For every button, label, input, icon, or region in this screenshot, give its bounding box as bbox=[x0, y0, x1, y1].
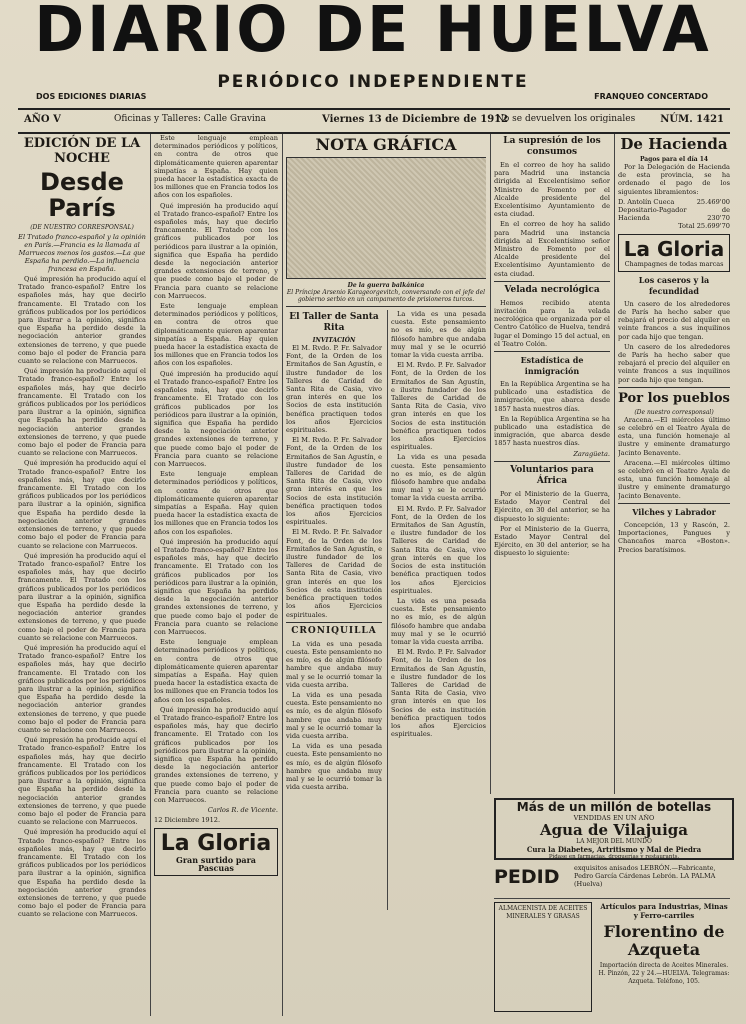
hacienda-row-2: Depositario-Pagador de Hacienda 230'70 bbox=[618, 206, 730, 223]
croniquilla-body: La vida es una pesada cuesta. Este pensamiento no es mío, es de algún filósofo hambre que andaba muy mal y se le ocurrió tomar la vida cuesta arriba. bbox=[286, 639, 382, 689]
column-divider bbox=[282, 134, 283, 1016]
croniquilla-body-2: La vida es una pesada cuesta. Este pensamiento no es mío, es de algún filósofo hambre que andaba muy mal y se le ocurrió tomar la vida cuesta arriba. bbox=[286, 690, 382, 740]
vilajuiga-line-3: Agua de Vilajuiga bbox=[540, 821, 688, 839]
edition-heading: EDICIÓN DE LA NOCHE bbox=[23, 136, 141, 166]
newspaper-title: DIARIO DE HUELVA bbox=[34, 0, 712, 67]
article-body-continued-4: Qué impresión ha producido aquí el Tratado franco-español? Entre los españoles más, hay que decirlo francamente. El Tratado con los gráficos publicados por los periódicos para ilustrar a la opinión, significa que España ha perdido desde la negociación anterior grandes extensiones de terreno, y que puede como bajo el poder de Francia para cuanto se relacione con Marruecos. bbox=[18, 643, 146, 734]
article-body-continued: Qué impresión ha producido aquí el Tratado franco-español? Entre los españoles más, hay que decirlo francamente. El Tratado con los gráficos publicados por los periódicos para ilustrar a la opinión, significa que España ha perdido desde la negociación anterior grandes extensiones de terreno, y que puede como bajo el poder de Francia para cuanto se relacione con Marruecos. bbox=[154, 201, 278, 300]
article-date: 12 Diciembre 1912. bbox=[154, 816, 221, 825]
consumos-headline: La supresión de los consumos bbox=[503, 136, 601, 157]
article-body-continued-5: Qué impresión ha producido aquí el Tratado franco-español? Entre los españoles más, hay que decirlo francamente. El Tratado con los gráficos publicados por los periódicos para ilustrar a la opinión, significa que España ha perdido desde la negociación anterior grandes extensiones de terreno, y que puede como bajo el poder de Francia para cuanto se relacione con Marruecos. bbox=[18, 736, 146, 827]
gloria-title: La Gloria bbox=[623, 236, 725, 261]
santa-rita-body-2: El M. Rvdo. P. Fr. Salvador Font, de la Orden de los Ermitaños de San Agustín, e ilustre fundador de los Talleres de Caridad de Santa Rita de Casia, vivo gran interés en que los Socios de esta institución benéfica practiquen todos los años Ejercicios espirituales. bbox=[286, 436, 382, 527]
article-body-continued-2: Qué impresión ha producido aquí el Tratado franco-español? Entre los españoles más, hay que decirlo francamente. El Tratado con los gráficos publicados por los periódicos para ilustrar a la opinión, significa que España ha perdido desde la negociación anterior grandes extensiones de terreno, y que puede como bajo el poder de Francia para cuanto se relacione con Marruecos. bbox=[18, 459, 146, 550]
santa-rita-subhead: INVITACIÓN bbox=[312, 337, 356, 344]
croniquilla-continued-body-3: La vida es una pesada cuesta. Este pensamiento no es mío, es de algún filósofo hambre que andaba muy mal y se le ocurrió tomar la vida cuesta arriba. bbox=[391, 453, 486, 503]
vilajuiga-line-5: Cura la Diabetes, Artritismo y Mal de Piedra bbox=[526, 845, 702, 854]
column-divider bbox=[614, 134, 615, 794]
info-bar bbox=[18, 108, 730, 134]
column-divider bbox=[490, 134, 491, 794]
estadistica-body-2: En la República Argentina se ha publicado una estadística de inmigración, que abarca desde 1857 hasta nuestros días. bbox=[494, 414, 610, 448]
column-4 bbox=[494, 134, 610, 792]
vilajuiga-line-6: Pídase en farmacias, droguerías y restaurants. bbox=[548, 854, 680, 860]
article-body-continued-2: Este lenguaje emplean determinados periódicos y políticos, en contra de otros que diplomáticamente quieren aparentar simpatías a España. Hay quien pueda hacer la estadística exacta de los millones que en Francia todos los años con los españoles. bbox=[154, 302, 278, 368]
photo-caption-body: El Príncipe Arsenio Karageorgevitch, conversando con el jefe del gobierno serbio en un campamento de prisioneros turcos. bbox=[286, 289, 486, 303]
almacenista-ad: ALMACENISTA DE ACEITES MINERALES Y GRASAS bbox=[494, 902, 592, 1012]
vilajuiga-ad bbox=[494, 798, 734, 860]
azqueta-top: Artículos para Industrias, Minas y Ferro-carriles bbox=[600, 902, 728, 920]
consumos-body: En el correo de hoy ha salido para Madrid una instancia dirigida al Excelentísimo señor Ministro de Fomento por el Alcalde presidente del Excelentísimo Ayuntamiento de esta ciudad. bbox=[494, 161, 610, 219]
estadistica-body: En la República Argentina se ha publicado una estadística de inmigración, que abarca desde 1857 hasta nuestros días. bbox=[494, 380, 610, 413]
croniquilla-continued-body: La vida es una pesada cuesta. Este pensamiento no es mío, es de algún filósofo hambre que andaba muy mal y se le ocurrió tomar la vida cuesta arriba. bbox=[391, 310, 486, 360]
croniquilla-continued-body-2: El M. Rvdo. P. Fr. Salvador Font, de la Orden de los Ermitaños de San Agustín, e ilustre fundador de los Talleres de Caridad de Santa Rita de Casia, vivo gran interés en que los Socios de esta institución benéfica practiquen todos los años Ejercicios espirituales. bbox=[391, 361, 486, 452]
war-photo bbox=[286, 157, 486, 279]
gloria-champagne-ad bbox=[618, 234, 730, 272]
gloria-sub: Champagnes de todas marcas bbox=[624, 259, 724, 268]
hacienda-body: Por la Delegación de Hacienda de esta provincia, se ha ordenado el pago de los siguientes libramientos: bbox=[618, 163, 730, 196]
la-gloria-title: La Gloria bbox=[160, 830, 272, 856]
editions-note: DOS EDICIONES DIARIAS bbox=[36, 92, 147, 101]
hacienda-total: Total 25.699'70 bbox=[678, 222, 730, 231]
santa-rita-article bbox=[286, 310, 382, 793]
article-body-continued: Qué impresión ha producido aquí el Tratado franco-español? Entre los españoles más, hay que decirlo francamente. El Tratado con los gráficos publicados por los periódicos para ilustrar a la opinión, significa que España ha perdido desde la negociación anterior grandes extensiones de terreno, y que puede como bajo el poder de Francia para cuanto se relacione con Marruecos. bbox=[18, 367, 146, 458]
date-label: Viernes 13 de Diciembre de 1912 bbox=[322, 114, 509, 125]
article-headline-paris: Desde París bbox=[40, 168, 124, 222]
estadistica-headline: Estadística de inmigración bbox=[520, 355, 584, 377]
voluntarios-body: Por el Ministerio de la Guerra, Estado Mayor Central del Ejército, en 30 del anterior, se ha dispuesto lo siguiente: bbox=[494, 489, 610, 523]
issue-number: NÚM. 1421 bbox=[660, 114, 724, 125]
santa-rita-body-3: El M. Rvdo. P. Fr. Salvador Font, de la Orden de los Ermitaños de San Agustín, e ilustre fundador de los Talleres de Caridad de Santa Rita de Casia, vivo gran interés en que los Socios de esta institución benéfica practiquen todos los años Ejercicios espirituales. bbox=[286, 528, 382, 619]
byline: (DE NUESTRO CORRESPONSAL) bbox=[30, 224, 134, 231]
vilajuiga-line-4: LA MEJOR DEL MUNDO bbox=[576, 838, 652, 845]
velada-body: Hemos recibido atenta invitación para la velada necrológica que organizada por el Centro Católico de Huelva, tendrá lugar el Domingo 15 del actual, en el Teatro Colón. bbox=[494, 298, 610, 348]
photo-caption: De la guerra balkánica bbox=[347, 282, 425, 289]
pueblos-body-2: Aracena.—El miércoles último se celebró en el Teatro Ayala de esta, una función homenaje al ilustre y eminente dramaturgo Jacinto Benavente. bbox=[618, 458, 730, 500]
masthead bbox=[0, 0, 746, 108]
article-intro: El Tratado franco-español y la opinión en París.—Francia es la llamada al Marruecos menos los gastos.—La que España ha perdido.—La influencia francesa en España. bbox=[18, 233, 146, 273]
pueblos-body: Aracena.—El miércoles último se celebró en el Teatro Ayala de esta, una función homenaje al ilustre y eminente dramaturgo Jacinto Benavente. bbox=[618, 415, 730, 457]
offices-label: Oficinas y Talleres: Calle Gravina bbox=[114, 114, 266, 124]
hacienda-row-1: D. Antolín Cueca 25.469'00 bbox=[618, 197, 730, 206]
pueblos-sub: (De nuestro corresponsal) bbox=[634, 408, 714, 416]
consumos-body-2: En el correo de hoy ha salido para Madrid una instancia dirigida al Excelentísimo señor Ministro de Fomento por el Alcalde presidente del Excelentísimo Ayuntamiento de esta ciudad. bbox=[494, 220, 610, 278]
croniquilla-continued bbox=[391, 310, 486, 740]
article-body: Este lenguaje emplean determinados periódicos y políticos, en contra de otros que diplomáticamente quieren aparentar simpatías a España. Hay quien pueda hacer la estadística exacta de los millones que en Francia todos los años con los españoles. bbox=[154, 134, 278, 200]
santa-rita-headline: El Taller de Santa Rita bbox=[289, 312, 379, 333]
estadistica-signature: Zaragüeta. bbox=[573, 449, 610, 458]
column-5 bbox=[618, 134, 730, 792]
vilajuiga-line-1: Más de un millón de botellas bbox=[516, 800, 712, 814]
vilches-body: Concepción, 13 y Rascón, 2. Importaciones, Pangues y Chancaños marca «Boston». Precios baratísimos. bbox=[618, 520, 730, 554]
article-body-continued-6: Este lenguaje emplean determinados periódicos y políticos, en contra de otros que diplomáticamente quieren aparentar simpatías a España. Hay quien pueda hacer la estadística exacta de los millones que en Francia todos los años con los españoles. bbox=[154, 638, 278, 704]
article-body-continued-7: Qué impresión ha producido aquí el Tratado franco-español? Entre los españoles más, hay que decirlo francamente. El Tratado con los gráficos publicados por los periódicos para ilustrar a la opinión, significa que España ha perdido desde la negociación anterior grandes extensiones de terreno, y que puede como bajo el poder de Francia para cuanto se relacione con Marruecos. bbox=[154, 705, 278, 805]
originals-label: No se devuelven los originales bbox=[496, 114, 636, 124]
croniquilla-body-3: La vida es una pesada cuesta. Este pensamiento no es mío, es de algún filósofo hambre que andaba muy mal y se le ocurrió tomar la vida cuesta arriba. bbox=[286, 742, 382, 792]
column-divider bbox=[150, 134, 151, 1016]
article-body-continued-5: Qué impresión ha producido aquí el Tratado franco-español? Entre los españoles más, hay que decirlo francamente. El Tratado con los gráficos publicados por los periódicos para ilustrar a la opinión, significa que España ha perdido desde la negociación anterior grandes extensiones de terreno, y que puede como bajo el poder de Francia para cuanto se relacione con Marruecos. bbox=[154, 537, 278, 636]
article-body-continued-3: Qué impresión ha producido aquí el Tratado franco-español? Entre los españoles más, hay que decirlo francamente. El Tratado con los gráficos publicados por los periódicos para ilustrar a la opinión, significa que España ha perdido desde la negociación anterior grandes extensiones de terreno, y que puede como bajo el poder de Francia para cuanto se relacione con Marruecos. bbox=[154, 369, 278, 468]
velada-headline: Velada necrológica bbox=[504, 284, 600, 295]
postage-note: FRANQUEO CONCERTADO bbox=[594, 92, 708, 101]
hacienda-subhead: Pagos para el día 14 bbox=[639, 156, 709, 163]
vilajuiga-line-2: VENDIDAS EN UN AÑO bbox=[573, 814, 655, 822]
caseros-body: Un casero de los alrededores de París ha hecho saber que rebajará el precio del alquiler en veinte francos a sus inquilinos por cada hijo que tengan. bbox=[618, 299, 730, 341]
caseros-headline: Los caseros y la fecundidad bbox=[638, 274, 710, 296]
la-gloria-ad bbox=[154, 828, 278, 876]
azqueta-ad bbox=[598, 902, 730, 1012]
column-3 bbox=[286, 134, 486, 1016]
croniquilla-continued-body-6: El M. Rvdo. P. Fr. Salvador Font, de la Orden de los Ermitaños de San Agustín, e ilustre fundador de los Talleres de Caridad de Santa Rita de Casia, vivo gran interés en que los Socios de esta institución benéfica practiquen todos los años Ejercicios espirituales. bbox=[391, 648, 486, 739]
pedid-title: PEDID bbox=[494, 866, 560, 888]
article-signature: Carlos R. de Vicente. bbox=[207, 806, 278, 815]
croniquilla-continued-body-5: La vida es una pesada cuesta. Este pensamiento no es mío, es de algún filósofo hambre que andaba muy mal y se le ocurrió tomar la vida cuesta arriba. bbox=[391, 596, 486, 646]
azqueta-title: Florentino de Azqueta bbox=[603, 922, 725, 959]
hacienda-headline: De Hacienda bbox=[620, 135, 728, 153]
year-label: AÑO V bbox=[24, 114, 61, 125]
column-2 bbox=[154, 134, 278, 1016]
vilches-headline: Vilches y Labrador bbox=[632, 506, 716, 517]
azqueta-body: Importación directa de Aceites Minerales. H. Pinzón, 22 y 24.—HUELVA. Telegramas: Azqueta. Teléfono, 105. bbox=[598, 962, 730, 985]
santa-rita-body: El M. Rvdo. P. Fr. Salvador Font, de la Orden de los Ermitaños de San Agustín, e ilustre fundador de los Talleres de Caridad de Santa Rita de Casia, vivo gran interés en que los Socios de esta institución benéfica practiquen todos los años Ejercicios espirituales. bbox=[286, 344, 382, 435]
article-body-continued-6: Qué impresión ha producido aquí el Tratado franco-español? Entre los españoles más, hay que decirlo francamente. El Tratado con los gráficos publicados por los periódicos para ilustrar a la opinión, significa que España ha perdido desde la negociación anterior grandes extensiones de terreno, y que puede como bajo el poder de Francia para cuanto se relacione con Marruecos. bbox=[18, 828, 146, 919]
article-body: Qué impresión ha producido aquí el Tratado franco-español? Entre los españoles más, hay que decirlo francamente. El Tratado con los gráficos publicados por los periódicos para ilustrar a la opinión, significa que España ha perdido desde la negociación anterior grandes extensiones de terreno, y que puede como bajo el poder de Francia para cuanto se relacione con Marruecos. bbox=[18, 275, 146, 366]
voluntarios-headline: Voluntarios para África bbox=[510, 464, 594, 486]
newspaper-subtitle: PERIÓDICO INDEPENDIENTE bbox=[217, 72, 529, 92]
article-body-continued-3: Qué impresión ha producido aquí el Tratado franco-español? Entre los españoles más, hay que decirlo francamente. El Tratado con los gráficos publicados por los periódicos para ilustrar a la opinión, significa que España ha perdido desde la negociación anterior grandes extensiones de terreno, y que puede como bajo el poder de Francia para cuanto se relacione con Marruecos. bbox=[18, 551, 146, 642]
column-1 bbox=[18, 134, 146, 1016]
caseros-body-2: Un casero de los alrededores de París ha hecho saber que rebajará el precio del alquiler en veinte francos a sus inquilinos por cada hijo que tengan. bbox=[618, 342, 730, 384]
pueblos-headline: Por los pueblos bbox=[618, 390, 730, 406]
croniquilla-continued-body-4: El M. Rvdo. P. Fr. Salvador Font, de la Orden de los Ermitaños de San Agustín, e ilustre fundador de los Talleres de Caridad de Santa Rita de Casia, vivo gran interés en que los Socios de esta institución benéfica practiquen todos los años Ejercicios espirituales. bbox=[391, 504, 486, 595]
la-gloria-subtitle: Gran surtido para Pascuas bbox=[176, 854, 256, 873]
pedid-ad bbox=[494, 862, 730, 899]
croniquilla-title: CRONIQUILLA bbox=[291, 625, 377, 636]
article-body-continued-4: Este lenguaje emplean determinados periódicos y políticos, en contra de otros que diplomáticamente quieren aparentar simpatías a España. Hay quien pueda hacer la estadística exacta de los millones que en Francia todos los años con los españoles. bbox=[154, 470, 278, 536]
pedid-body: exquisitos anisados LEBRÓN.—Fabricante, Pedro García Cárdenas Lebrón. LA PALMA (Huelva) bbox=[574, 864, 716, 888]
voluntarios-body-2: Por el Ministerio de la Guerra, Estado Mayor Central del Ejército, en 30 del anterior, se ha dispuesto lo siguiente: bbox=[494, 524, 610, 558]
nota-grafica-title: NOTA GRÁFICA bbox=[315, 135, 457, 154]
